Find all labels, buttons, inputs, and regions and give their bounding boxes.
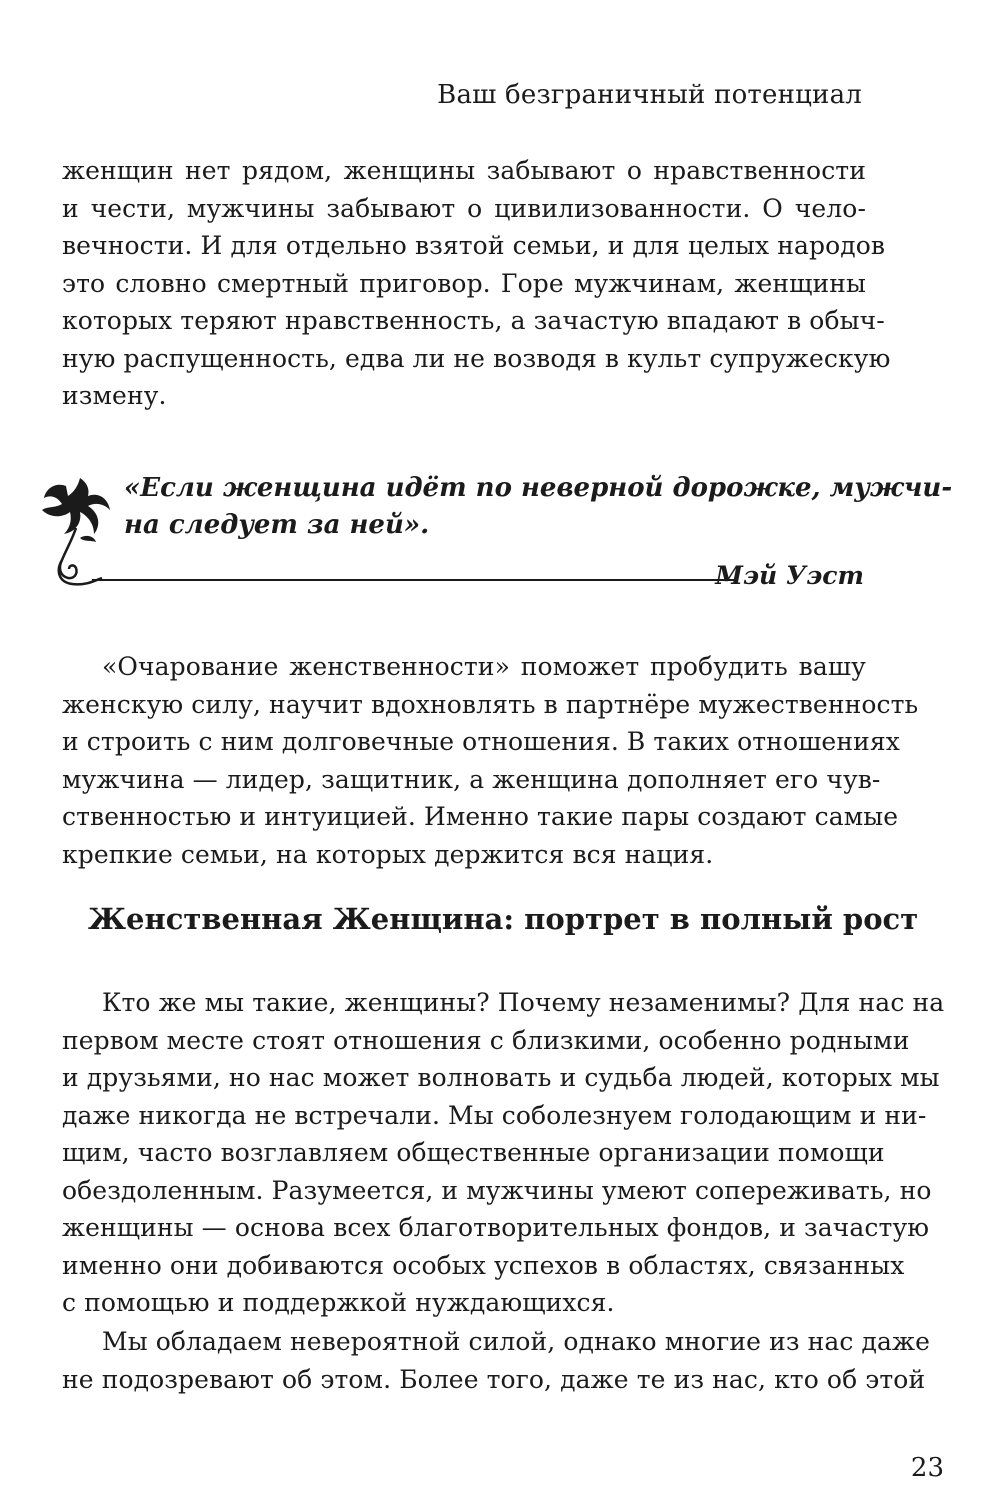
epigraph-quote — [124, 470, 953, 544]
text-line: с помощью и поддержкой нуждающихся. — [62, 1288, 615, 1317]
text-line: ную распущенность, едва ли не возводя в культ супружескую — [62, 343, 891, 373]
floral-ornament-icon — [36, 478, 116, 588]
text-line: даже никогда не встречали. Мы соболезнуем голодающим и ни- — [62, 1100, 927, 1130]
text-line: именно они добиваются особых успехов в областях, связанных — [62, 1250, 905, 1280]
text-line: женщины — основа всех благотворительных фондов, и зачастую — [62, 1213, 930, 1242]
paragraph-4 — [62, 1323, 931, 1398]
quote-line: «Если женщина идёт по неверной дорожке, мужчи- — [124, 473, 953, 503]
text-line: измену. — [62, 381, 167, 410]
section-heading: Женственная Женщина: портрет в полный рост — [88, 902, 919, 936]
text-line: ственностью и интуицией. Именно такие пары создают самые — [62, 802, 899, 831]
paragraph-2 — [62, 648, 919, 873]
text-line: не подозревают об этом. Более того, даже те из нас, кто об этой — [62, 1364, 926, 1394]
text-line: и чести, мужчины забывают о цивилизованности. О чело- — [62, 193, 866, 223]
running-head: Ваш безграничный потенциал — [437, 80, 862, 110]
text-line: «Очарование женственности» поможет пробудить вашу — [102, 652, 866, 681]
text-line: вечности. И для отдельно взятой семьи, и для целых народов — [62, 231, 886, 260]
quote-rule — [92, 579, 738, 581]
text-line: обездоленным. Разумеется, и мужчины умеют сопереживать, но — [62, 1175, 932, 1205]
text-line: и друзьями, но нас может волновать и судьба людей, которых мы — [62, 1063, 940, 1092]
text-line: женскую силу, научит вдохновлять в партнёре мужественность — [62, 689, 919, 719]
text-line: которых теряют нравственность, а зачастую впадают в обыч- — [62, 306, 885, 335]
page-number: 23 — [910, 1453, 944, 1483]
quote-line: на следует за ней». — [124, 510, 430, 540]
text-line: крепкие семьи, на которых держится вся нация. — [62, 839, 714, 869]
paragraph-3 — [62, 984, 945, 1322]
text-line: женщин нет рядом, женщины забывают о нравственности — [62, 156, 866, 185]
text-line: мужчина — лидер, защитник, а женщина дополняет его чув- — [62, 764, 881, 794]
paragraph-1 — [62, 152, 891, 415]
text-line: и строить с ним долговечные отношения. В таких отношениях — [62, 727, 900, 756]
text-line: это словно смертный приговор. Горе мужчинам, женщины — [62, 268, 866, 298]
text-line: первом месте стоят отношения с близкими, особенно родными — [62, 1025, 910, 1055]
text-line: Мы обладаем невероятной силой, однако многие из нас даже — [102, 1327, 931, 1356]
text-line: щим, часто возглавляем общественные организации помощи — [62, 1138, 885, 1167]
quote-author: Мэй Уэст — [715, 561, 864, 590]
text-line: Кто же мы такие, женщины? Почему незаменимы? Для нас на — [102, 988, 945, 1017]
